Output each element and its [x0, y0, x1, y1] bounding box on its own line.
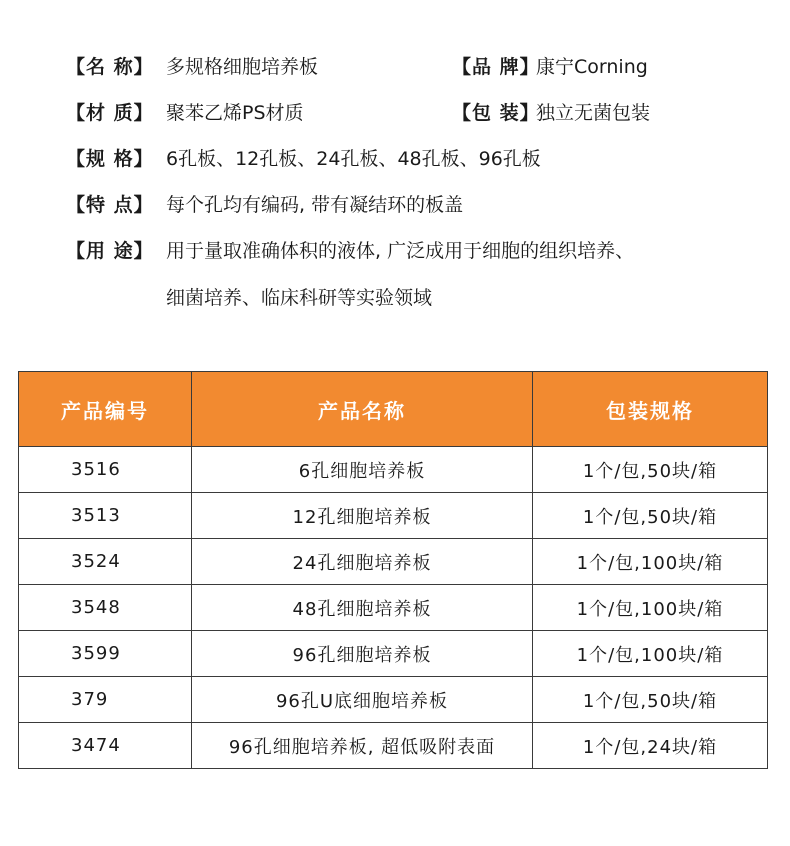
cell-name: 24孔细胞培养板 [192, 539, 533, 585]
table-row [19, 631, 768, 677]
spec-value: 独立无菌包装 [536, 101, 651, 124]
spec-label: 【品 牌】 [452, 55, 540, 78]
table-row [19, 539, 768, 585]
column-header-pack: 包装规格 [533, 372, 768, 447]
spec-label: 【包 装】 [452, 101, 540, 124]
table-row [19, 493, 768, 539]
table-header-row [19, 372, 768, 447]
cell-name: 48孔细胞培养板 [192, 585, 533, 631]
cell-code: 3516 [19, 447, 192, 493]
spec-value: 康宁Corning [536, 55, 648, 78]
spec-label: 【名 称】 [66, 55, 154, 78]
spec-value: 多规格细胞培养板 [166, 55, 319, 78]
column-header-name: 产品名称 [192, 372, 533, 447]
spec-material [66, 98, 452, 125]
cell-name: 96孔U底细胞培养板 [192, 677, 533, 723]
spec-row-feature [66, 180, 766, 226]
cell-pack: 1个/包,50块/箱 [533, 447, 768, 493]
spec-value: 每个孔均有编码, 带有凝结环的板盖 [166, 193, 464, 216]
spec-row-name-brand [66, 42, 766, 88]
product-spec-list [66, 42, 766, 320]
product-table [18, 371, 768, 769]
cell-name: 12孔细胞培养板 [192, 493, 533, 539]
spec-label: 【特 点】 [66, 193, 154, 216]
spec-value: 用于量取准确体积的液体, 广泛成用于细胞的组织培养、 [166, 239, 635, 262]
cell-pack: 1个/包,100块/箱 [533, 585, 768, 631]
spec-value: 6孔板、12孔板、24孔板、48孔板、96孔板 [166, 147, 541, 170]
spec-value: 聚苯乙烯PS材质 [166, 101, 304, 124]
cell-code: 379 [19, 677, 192, 723]
cell-code: 3548 [19, 585, 192, 631]
cell-code: 3524 [19, 539, 192, 585]
spec-label: 【材 质】 [66, 101, 154, 124]
cell-pack: 1个/包,50块/箱 [533, 493, 768, 539]
cell-name: 96孔细胞培养板, 超低吸附表面 [192, 723, 533, 769]
cell-name: 6孔细胞培养板 [192, 447, 533, 493]
table-row [19, 447, 768, 493]
table-row [19, 585, 768, 631]
spec-row-usage [66, 226, 766, 272]
spec-label: 【用 途】 [66, 239, 154, 262]
cell-code: 3513 [19, 493, 192, 539]
spec-value: 细菌培养、临床科研等实验领域 [166, 286, 433, 309]
table-row [19, 723, 768, 769]
spec-row-material-packaging [66, 88, 766, 134]
spec-row-spec [66, 134, 766, 180]
table-row [19, 677, 768, 723]
spec-row-usage-continued [66, 272, 766, 320]
column-header-code: 产品编号 [19, 372, 192, 447]
cell-pack: 1个/包,24块/箱 [533, 723, 768, 769]
spec-name [66, 52, 452, 79]
cell-name: 96孔细胞培养板 [192, 631, 533, 677]
cell-code: 3599 [19, 631, 192, 677]
spec-brand [452, 52, 648, 79]
cell-pack: 1个/包,100块/箱 [533, 631, 768, 677]
spec-label: 【规 格】 [66, 147, 154, 170]
cell-pack: 1个/包,50块/箱 [533, 677, 768, 723]
cell-pack: 1个/包,100块/箱 [533, 539, 768, 585]
spec-packaging [452, 98, 650, 125]
cell-code: 3474 [19, 723, 192, 769]
